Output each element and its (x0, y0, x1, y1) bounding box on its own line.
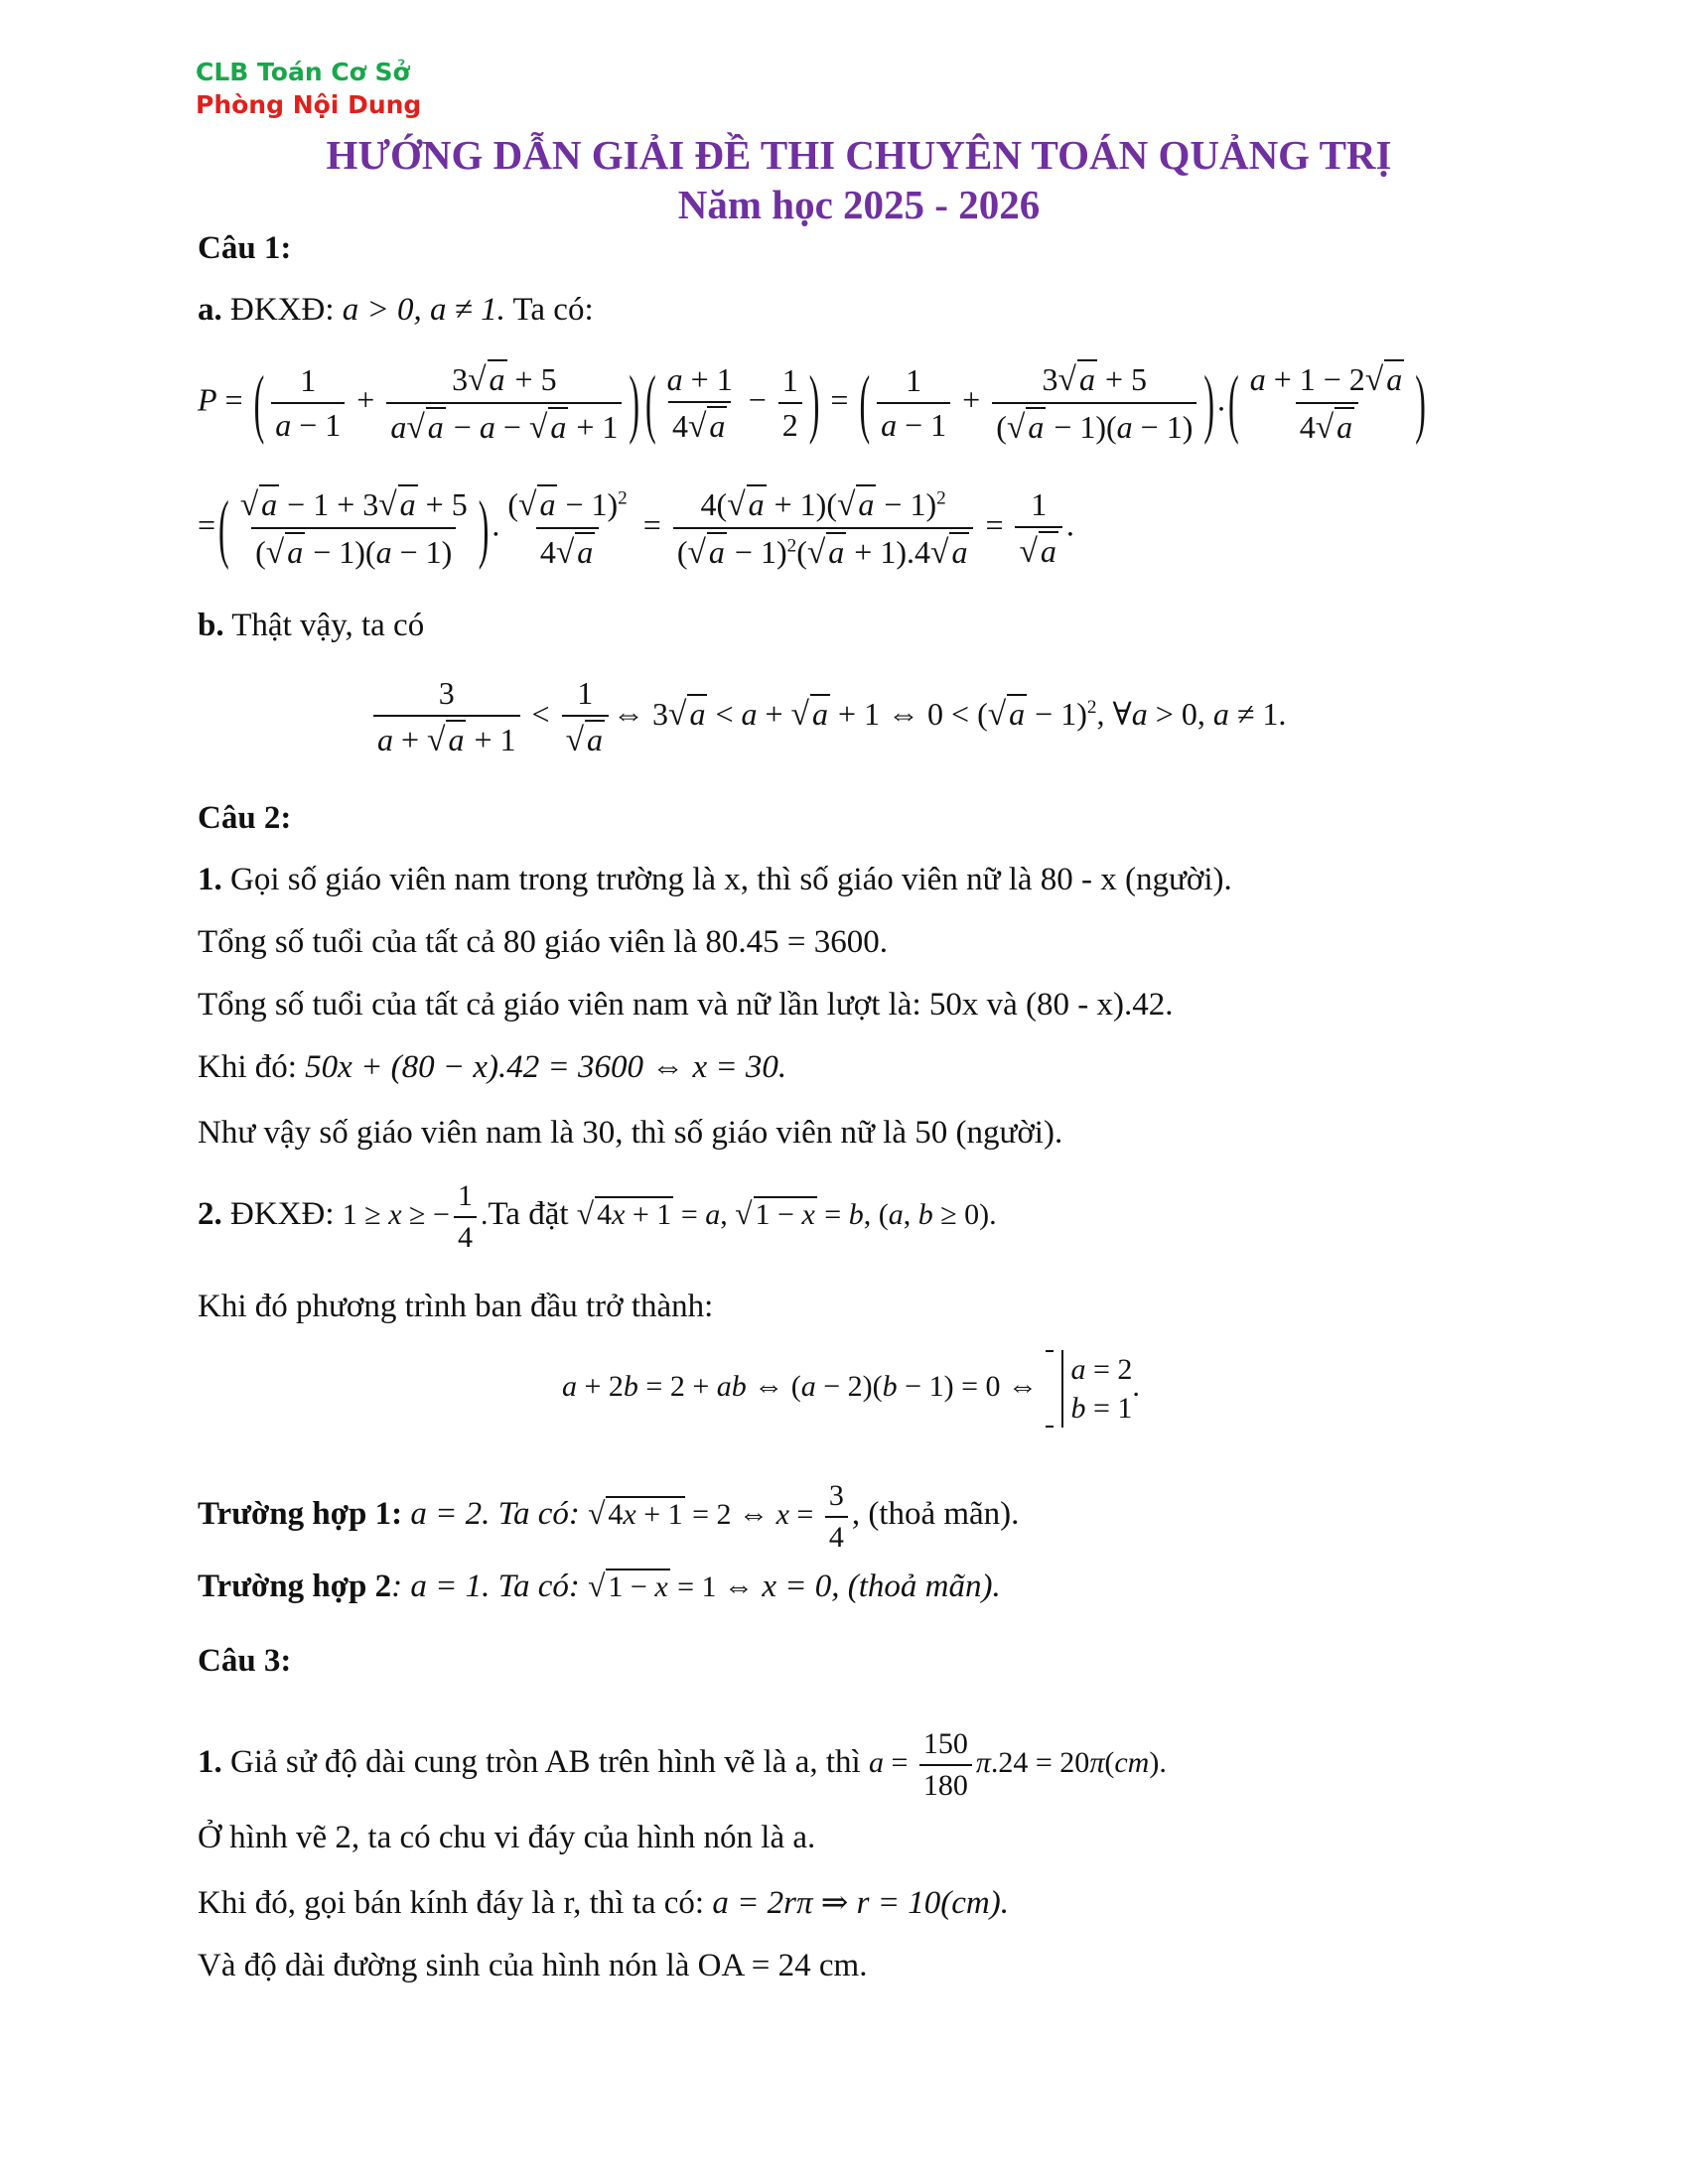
q1b-equation: $\frac{3}{a + √a + 1}$ < $\frac{1}{√a}$ ⇔ 3√a < a + √a + 1 ⇔ $0 < (√a - 1)^2$, ∀a > 0, a ≠ 1. (369, 675, 1286, 759)
q2-paragraph-1: 1. Gọi số giáo viên nam trong trường là x, thì số giáo viên nữ là 80 - x (người). (198, 862, 1232, 897)
q1b-line: b. Thật vậy, ta có (198, 608, 425, 643)
q2-system-equation: a + 2b = 2 + ab ⇔ (a − 2)(b − 1) = 0 ⇔ a = 2 b = 1 . (562, 1350, 1140, 1428)
department-name: Phòng Nội Dung (196, 90, 422, 119)
q2-case-2: Trường hợp 2: a = 1. Ta có: √ 1 − x = 1 ⇔ x = 0, (thoả mãn). (198, 1569, 1001, 1604)
question-2-heading: Câu 2: (198, 800, 292, 836)
q3-paragraph-2: Ở hình vẽ 2, ta có chu vi đáy của hình nón là a. (198, 1820, 816, 1855)
question-3-heading: Câu 3: (198, 1643, 292, 1679)
question-1-heading: Câu 1: (198, 230, 292, 266)
document-title: HƯỚNG DẪN GIẢI ĐỀ THI CHUYÊN TOÁN QUẢNG TRỊ (326, 132, 1392, 178)
q2-paragraph-2: Tổng số tuổi của tất cả 80 giáo viên là 80.45 = 3600. (198, 924, 888, 960)
q2-paragraph-4: Khi đó: 50x + (80 − x).42 = 3600 ⇔ x = 30. (198, 1049, 787, 1085)
q2-case-1: Trường hợp 1: a = 2. Ta có: √ 4x + 1 = 2 ⇔ x = $\frac{3}{4}$ , (thoả mãn). (198, 1479, 1020, 1554)
q1a-line: a. ĐKXĐ: a > 0, a ≠ 1. Ta có: (198, 292, 594, 328)
q2-paragraph-3: Tổng số tuổi của tất cả giáo viên nam và nữ lần lượt là: 50x và (80 - x).42. (198, 987, 1174, 1023)
q3-paragraph-1: 1. Giả sử độ dài cung tròn AB trên hình vẽ là a, thì a = $\frac{150}{180}$ π.24 = 20π(cm). (198, 1727, 1167, 1802)
q3-paragraph-3: Khi đó, gọi bán kính đáy là r, thì ta có: a = 2rπ ⇒ r = 10(cm). (198, 1885, 1009, 1921)
q2-paragraph-5: Như vậy số giáo viên nam là 30, thì số giáo viên nữ là 50 (người). (198, 1115, 1063, 1151)
q2-part-2-line: 2. ĐKXĐ: 1 ≥ x ≥ − $\frac{1}{4}$ .Ta đặt √ 4x + 1 = a, √ 1 − x = b, (a, b ≥ 0). (198, 1179, 997, 1254)
document-subtitle: Năm học 2025 - 2026 (677, 182, 1041, 227)
club-name: CLB Toán Cơ Sở (196, 58, 410, 86)
q1a-equation-1: P = ( $\frac{1}{a - 1}$ + $\frac{3√a + 5}{a√a - a - √a + 1}$ ) ( $\frac{a + 1}{4√a}$ − $\frac{1}{2}$ ) = ( $\frac{1}{a - 1}$ + $\frac{3√a + 5}{(√a - 1)(a - 1)}$ ).( $\frac{a + 1 - 2√a}{4√a}$ ) (198, 358, 1426, 446)
q1a-equation-2: =( $\frac{√a - 1 + 3√a + 5}{(√a - 1)(a - 1)}$ ). $\frac{(√a - 1)^2}{4√a}$ = $\frac{4(√a + 1)(√a - 1)^2}{(√a - 1)^2(√a + 1).4√a}$ = $\frac{1}{√a}$ . (198, 483, 1074, 571)
q3-paragraph-4: Và độ dài đường sinh của hình nón là OA = 24 cm. (198, 1948, 868, 1983)
q2-paragraph-7: Khi đó phương trình ban đầu trở thành: (198, 1289, 714, 1324)
